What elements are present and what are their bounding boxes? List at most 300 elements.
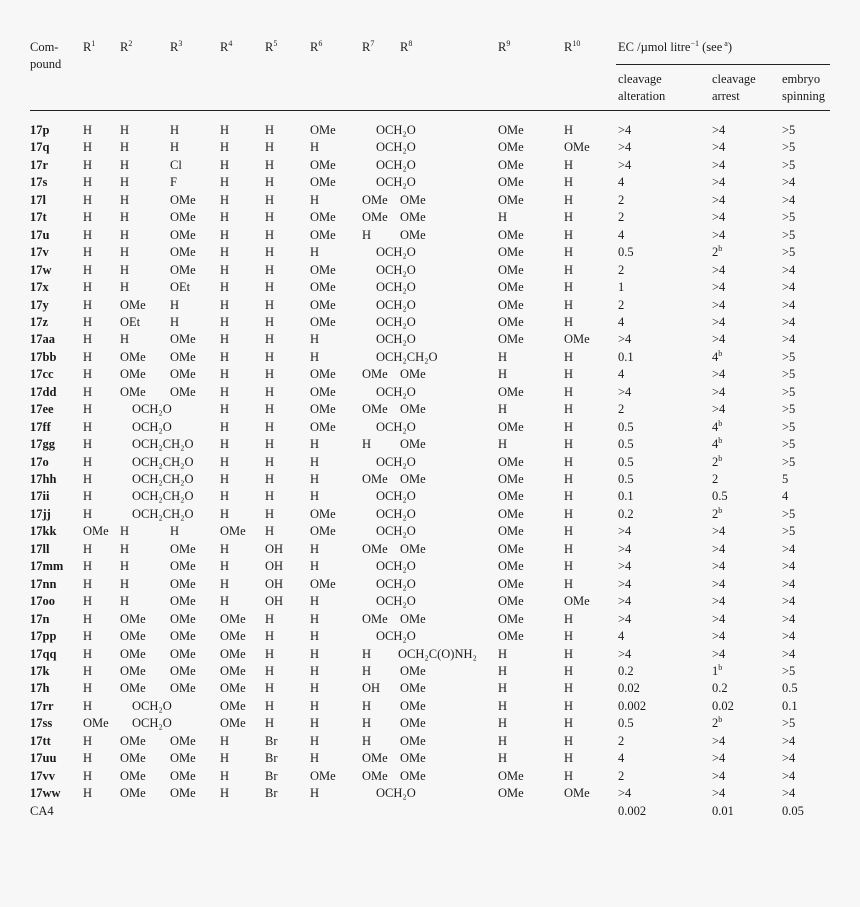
cell: H <box>265 140 275 155</box>
compound-label: 17bb <box>30 349 57 364</box>
cell: H <box>220 192 230 207</box>
compound-label: 17rr <box>30 698 54 713</box>
cell: H <box>498 681 508 696</box>
cell: OCH₂O <box>376 594 416 609</box>
cell: OMe <box>170 227 196 242</box>
cell: OMe <box>170 559 196 574</box>
cell: OCH₂O <box>376 245 416 260</box>
cell: H <box>362 733 372 748</box>
cell: H <box>83 227 93 242</box>
cell: >4 <box>712 733 726 748</box>
cell: H <box>83 419 93 434</box>
cell: >4 <box>618 140 632 155</box>
cell: OMe <box>498 384 524 399</box>
cell: H <box>220 402 230 417</box>
cell: H <box>83 262 93 277</box>
cell: >4 <box>782 786 796 801</box>
cell: OCH₂CH₂O <box>132 506 194 521</box>
cell: H <box>220 227 230 242</box>
compound-label: 17t <box>30 210 47 225</box>
cell: H <box>83 297 93 312</box>
cell: OMe <box>400 437 426 452</box>
cell: >4 <box>618 332 632 347</box>
cell: H <box>265 716 275 731</box>
header-sub-2-b: spinning <box>782 89 826 103</box>
cell: OMe <box>120 349 146 364</box>
cell: OMe <box>498 594 524 609</box>
cell: OMe <box>400 716 426 731</box>
cell: OMe <box>220 629 246 644</box>
cell: H <box>83 454 93 469</box>
cell: 0.5 <box>618 419 634 434</box>
cell: H <box>564 454 574 469</box>
cell: OMe <box>120 629 146 644</box>
cell: OMe <box>498 489 524 504</box>
cell: H <box>170 297 180 312</box>
header-r1: $R^1$ <box>83 38 96 54</box>
cell: OMe <box>362 611 388 626</box>
cell: OMe <box>170 576 196 591</box>
cell: OCH₂O <box>376 157 416 172</box>
compound-label: 17q <box>30 140 50 155</box>
cell: OMe <box>400 733 426 748</box>
cell: Br <box>265 733 278 748</box>
compound-label: 17kk <box>30 524 57 539</box>
cell: OMe <box>400 367 426 382</box>
cell: OCH₂O <box>132 419 172 434</box>
cell: OMe <box>170 786 196 801</box>
cell: 0.1 <box>618 349 634 364</box>
cell: 4 <box>618 227 625 242</box>
cell: H <box>310 629 320 644</box>
header-r7: $R^7$ <box>362 38 375 54</box>
cell: H <box>83 402 93 417</box>
cell: H <box>498 663 508 678</box>
compound-label: CA4 <box>30 803 54 818</box>
cell: H <box>564 262 574 277</box>
cell: 2 <box>618 402 625 417</box>
cell: >5 <box>782 716 796 731</box>
cell: OMe <box>120 663 146 678</box>
cell: H <box>564 192 574 207</box>
cell: OMe <box>310 175 336 190</box>
cell: Br <box>265 768 278 783</box>
cell: OCH₂CH₂O <box>132 472 194 486</box>
cell: >4 <box>782 768 796 783</box>
cell: >4 <box>782 751 796 766</box>
cell: H <box>265 349 275 364</box>
cell: >5 <box>782 384 796 399</box>
compound-label: 17o <box>30 454 49 469</box>
cell: 0.5 <box>618 245 634 260</box>
cell: H <box>265 367 275 382</box>
cell: >4 <box>782 541 796 556</box>
cell: H <box>498 698 508 713</box>
cell: OEt <box>120 314 141 329</box>
cell: H <box>120 594 130 609</box>
cell: 2$^b$ <box>712 715 723 731</box>
cell: H <box>265 262 275 277</box>
cell: >4 <box>712 751 726 766</box>
cell: OMe <box>400 663 426 678</box>
cell: H <box>564 175 574 190</box>
cell: >4 <box>782 559 796 574</box>
cell: H <box>265 297 275 312</box>
cell: H <box>564 123 574 137</box>
cell: OMe <box>120 611 146 626</box>
cell: OMe <box>120 768 146 783</box>
cell: >5 <box>782 349 796 364</box>
cell: >4 <box>782 733 796 748</box>
compound-label: 17aa <box>30 332 55 347</box>
cell: >4 <box>618 524 632 539</box>
cell: OMe <box>120 384 146 399</box>
cell: H <box>83 437 93 452</box>
cell: 0.5 <box>618 454 634 469</box>
cell: OCH₂O <box>376 280 416 295</box>
cell: OMe <box>362 751 388 766</box>
cell: >4 <box>712 541 726 556</box>
cell: H <box>310 489 320 504</box>
cell: H <box>265 437 275 452</box>
cell: H <box>220 506 230 521</box>
cell: >5 <box>782 454 796 469</box>
cell: 0.05 <box>782 803 804 818</box>
cell: >5 <box>782 140 796 155</box>
cell: >5 <box>782 524 796 539</box>
cell: >5 <box>782 402 796 417</box>
cell: H <box>310 140 320 155</box>
cell: >4 <box>712 524 726 539</box>
compound-label: 17ee <box>30 402 54 417</box>
cell: H <box>310 349 320 364</box>
cell: OMe <box>220 716 246 731</box>
cell: >4 <box>712 576 726 591</box>
cell: H <box>310 698 320 713</box>
cell: OCH₂O <box>376 629 416 644</box>
cell: >4 <box>712 611 726 626</box>
cell: OMe <box>310 157 336 172</box>
cell: H <box>220 594 230 609</box>
cell: OMe <box>498 454 524 469</box>
cell: H <box>265 419 275 434</box>
cell: H <box>310 663 320 678</box>
header-compound-2: pound <box>30 57 62 71</box>
cell: H <box>83 140 93 155</box>
cell: H <box>564 419 574 434</box>
cell: OH <box>265 559 284 574</box>
cell: H <box>265 663 275 678</box>
cell: H <box>83 175 93 190</box>
cell: OMe <box>498 786 524 801</box>
cell: OCH₂O <box>376 489 416 504</box>
cell: H <box>564 227 574 242</box>
cell: OCH₂CH₂O <box>132 489 194 504</box>
cell: OMe <box>83 716 109 731</box>
cell: OCH₂O <box>376 454 416 469</box>
cell: H <box>220 314 230 329</box>
cell: H <box>120 524 130 539</box>
cell: OMe <box>498 245 524 260</box>
compound-label: 17uu <box>30 751 57 766</box>
cell: 2$^b$ <box>712 453 723 469</box>
cell: H <box>564 663 574 678</box>
cell: H <box>310 245 320 260</box>
cell: >4 <box>618 559 632 574</box>
cell: OMe <box>564 594 590 609</box>
cell: >5 <box>782 210 796 225</box>
cell: OCH₂O <box>376 419 416 434</box>
cell: >4 <box>712 123 726 137</box>
compound-label: 17ww <box>30 786 61 801</box>
cell: H <box>265 681 275 696</box>
cell: H <box>310 559 320 574</box>
cell: OMe <box>498 262 524 277</box>
cell: >4 <box>618 576 632 591</box>
cell: H <box>220 349 230 364</box>
rule-header <box>30 110 830 111</box>
cell: OMe <box>498 768 524 783</box>
cell: H <box>83 751 93 766</box>
cell: OMe <box>120 646 146 661</box>
cell: >5 <box>782 157 796 172</box>
cell: OMe <box>220 611 246 626</box>
cell: OMe <box>498 227 524 242</box>
cell: OMe <box>310 768 336 783</box>
cell: H <box>564 210 574 225</box>
cell: H <box>310 192 320 207</box>
cell: OCH₂O <box>376 576 416 591</box>
cell: >5 <box>782 419 796 434</box>
cell: H <box>310 733 320 748</box>
cell: >4 <box>712 192 726 207</box>
cell: H <box>220 332 230 347</box>
cell: H <box>265 472 275 486</box>
cell: H <box>220 175 230 190</box>
cell: OMe <box>170 733 196 748</box>
cell: H <box>564 698 574 713</box>
cell: >4 <box>712 157 726 172</box>
cell: OMe <box>362 541 388 556</box>
compound-label: 17ll <box>30 541 50 556</box>
cell: 0.1 <box>782 698 798 713</box>
cell: >4 <box>782 297 796 312</box>
cell: >4 <box>782 576 796 591</box>
cell: OH <box>265 541 284 556</box>
cell: >4 <box>712 384 726 399</box>
cell: OH <box>362 681 381 696</box>
cell: OMe <box>498 157 524 172</box>
cell: >4 <box>782 611 796 626</box>
compound-label: 17u <box>30 227 50 242</box>
cell: OCH₂O <box>376 297 416 312</box>
cell: 0.002 <box>618 698 647 713</box>
cell: >5 <box>782 506 796 521</box>
cell: H <box>265 157 275 172</box>
cell: 0.2 <box>618 506 634 521</box>
cell: H <box>83 367 93 382</box>
cell: 0.1 <box>618 489 634 504</box>
cell: OMe <box>120 367 146 382</box>
cell: H <box>564 280 574 295</box>
cell: H <box>220 280 230 295</box>
header-r3: $R^3$ <box>170 38 183 54</box>
cell: 4 <box>618 629 625 644</box>
cell: OMe <box>310 524 336 539</box>
cell: Br <box>265 786 278 801</box>
cell: H <box>310 681 320 696</box>
cell: OMe <box>310 367 336 382</box>
compound-label: 17z <box>30 314 49 329</box>
cell: OMe <box>400 698 426 713</box>
cell: H <box>265 402 275 417</box>
cell: 2 <box>712 472 719 486</box>
compound-label: 17r <box>30 157 49 172</box>
cell: H <box>362 663 372 678</box>
cell: H <box>310 594 320 609</box>
cell: OCH₂O <box>376 175 416 190</box>
cell: H <box>265 646 275 661</box>
cell: OMe <box>310 402 336 417</box>
cell: OMe <box>310 314 336 329</box>
cell: H <box>265 314 275 329</box>
cell: H <box>120 559 130 574</box>
cell: H <box>83 681 93 696</box>
cell: H <box>120 140 130 155</box>
cell: H <box>220 419 230 434</box>
cell: >4 <box>782 280 796 295</box>
cell: OCH₂O <box>376 332 416 347</box>
cell: H <box>83 332 93 347</box>
cell: OMe <box>498 175 524 190</box>
cell: H <box>265 489 275 504</box>
cell: >4 <box>782 332 796 347</box>
cell: OCH₂O <box>376 314 416 329</box>
header-r4: $R^4$ <box>220 38 233 54</box>
cell: OMe <box>498 506 524 521</box>
cell: OCH₂C(O)NH₂ <box>398 646 477 661</box>
cell: >4 <box>712 646 726 661</box>
cell: H <box>310 437 320 452</box>
compound-label: 17jj <box>30 506 51 521</box>
cell: OMe <box>120 733 146 748</box>
cell: 2 <box>618 768 625 783</box>
cell: H <box>220 786 230 801</box>
compound-label: 17v <box>30 245 49 260</box>
cell: H <box>498 367 508 382</box>
cell: OMe <box>170 367 196 382</box>
cell: >4 <box>782 175 796 190</box>
header-ec: EC /µmol litre$^{-1}$ (see $^a$) <box>618 38 732 54</box>
cell: OMe <box>120 751 146 766</box>
cell: OMe <box>400 611 426 626</box>
header-r6: $R^6$ <box>310 38 323 54</box>
cell: H <box>120 280 130 295</box>
cell: H <box>362 437 372 452</box>
cell: 2 <box>618 297 625 312</box>
cell: OCH₂CH₂O <box>376 349 438 364</box>
cell: OMe <box>220 663 246 678</box>
cell: H <box>498 733 508 748</box>
cell: H <box>310 611 320 626</box>
cell: H <box>265 227 275 242</box>
cell: OMe <box>220 646 246 661</box>
cell: H <box>83 349 93 364</box>
cell: OMe <box>498 332 524 347</box>
cell: 0.002 <box>618 803 647 818</box>
cell: H <box>310 751 320 766</box>
cell: H <box>564 611 574 626</box>
cell: H <box>83 786 93 801</box>
cell: H <box>564 506 574 521</box>
cell: 4$^b$ <box>712 348 723 364</box>
cell: H <box>564 629 574 644</box>
cell: >4 <box>712 140 726 155</box>
cell: >4 <box>782 192 796 207</box>
cell: OMe <box>400 192 426 207</box>
cell: H <box>83 489 93 504</box>
cell: F <box>170 175 177 190</box>
cell: H <box>83 245 93 260</box>
cell: H <box>220 157 230 172</box>
cell: OMe <box>362 367 388 382</box>
cell: H <box>265 210 275 225</box>
cell: H <box>83 733 93 748</box>
compound-label: 17qq <box>30 646 57 661</box>
cell: 4 <box>782 489 789 504</box>
compound-label: 17y <box>30 297 49 312</box>
cell: >4 <box>712 297 726 312</box>
cell: H <box>564 402 574 417</box>
cell: H <box>564 524 574 539</box>
cell: H <box>310 786 320 801</box>
cell: OMe <box>83 524 109 539</box>
cell: H <box>83 472 93 486</box>
cell: OMe <box>310 262 336 277</box>
cell: OCH₂O <box>132 402 172 417</box>
cell: H <box>265 524 275 539</box>
cell: 0.5 <box>618 472 634 486</box>
cell: H <box>564 681 574 696</box>
cell: OMe <box>170 611 196 626</box>
compound-label: 17vv <box>30 768 55 783</box>
compound-label: 17nn <box>30 576 57 591</box>
cell: >4 <box>712 786 726 801</box>
cell: H <box>498 646 508 661</box>
cell: 4 <box>618 367 625 382</box>
cell: H <box>564 576 574 591</box>
cell: 2 <box>618 210 625 225</box>
cell: OMe <box>170 262 196 277</box>
cell: H <box>265 192 275 207</box>
compound-label: 17k <box>30 663 50 678</box>
cell: OMe <box>310 280 336 295</box>
cell: OCH₂O <box>132 716 172 731</box>
cell: H <box>220 559 230 574</box>
cell: H <box>120 123 130 137</box>
cell: H <box>220 384 230 399</box>
cell: OMe <box>170 751 196 766</box>
cell: OH <box>265 576 284 591</box>
cell: OMe <box>170 663 196 678</box>
cell: H <box>265 506 275 521</box>
cell: OMe <box>170 332 196 347</box>
cell: H <box>564 559 574 574</box>
cell: H <box>220 541 230 556</box>
cell: 0.02 <box>712 698 734 713</box>
cell: >4 <box>712 210 726 225</box>
cell: 0.02 <box>618 681 640 696</box>
